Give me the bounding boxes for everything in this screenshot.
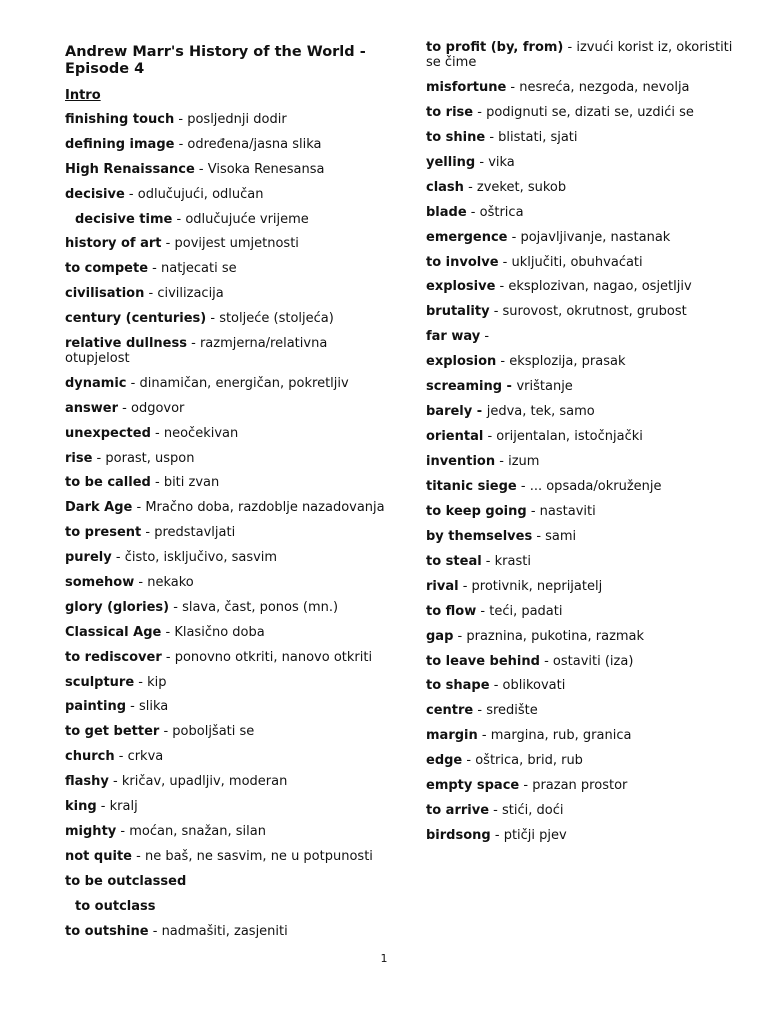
entry-separator: - xyxy=(489,304,503,320)
entry-definition: predstavljati xyxy=(154,525,236,541)
entry-separator: - xyxy=(516,478,530,494)
entry-term: oriental xyxy=(426,429,484,445)
entry-definition: ponovno otkriti, nanovo otkriti xyxy=(174,649,373,665)
entry-separator: - xyxy=(186,336,200,352)
entry-term: explosion xyxy=(426,354,497,370)
vocabulary-entry xyxy=(426,554,746,569)
entry-term: Dark Age xyxy=(65,500,133,516)
vocabulary-entry xyxy=(426,604,746,619)
entry-term: to rise xyxy=(426,104,474,120)
vocabulary-entry xyxy=(426,205,746,220)
vocabulary-entry xyxy=(65,187,395,202)
entry-separator: - xyxy=(159,724,173,740)
entry-term: explosive xyxy=(426,279,496,295)
entry-separator: - xyxy=(150,475,164,491)
entry-separator: - xyxy=(475,154,489,170)
entry-definition: kralj xyxy=(109,799,138,815)
vocabulary-entry xyxy=(65,774,395,789)
entry-definition: neočekivan xyxy=(163,425,239,441)
entry-definition: jedva, tek, samo xyxy=(486,404,595,420)
entry-separator: - xyxy=(144,286,158,302)
entry-separator: - xyxy=(131,848,145,864)
entry-definition: oštrica, brid, rub xyxy=(475,753,583,769)
entry-term: gap xyxy=(426,628,454,644)
entry-term: to profit (by, from) xyxy=(426,40,564,55)
entry-definition: krasti xyxy=(494,553,531,569)
vocabulary-entry xyxy=(426,80,746,95)
entry-term: answer xyxy=(65,400,119,416)
vocabulary-entry xyxy=(65,699,395,714)
entry-term: margin xyxy=(426,728,478,744)
entry-definition: nekako xyxy=(147,575,194,591)
entry-separator: - xyxy=(526,503,540,519)
entry-separator: - xyxy=(563,40,577,55)
entry-definition: nesreća, nezgoda, nevolja xyxy=(519,79,690,95)
entry-separator: - xyxy=(495,454,509,469)
vocabulary-entry xyxy=(65,924,395,939)
vocabulary-entry xyxy=(65,899,395,914)
document-title xyxy=(65,44,395,78)
entry-term: decisive time xyxy=(75,211,173,227)
entry-separator: - xyxy=(96,799,110,815)
vocabulary-entry xyxy=(65,426,395,441)
entry-term: flashy xyxy=(65,774,109,790)
entry-term: finishing touch xyxy=(65,112,175,127)
entry-definition: vika xyxy=(488,154,515,170)
vocabulary-entry xyxy=(65,600,395,615)
entry-term: defining image xyxy=(65,136,175,152)
entry-term: to shine xyxy=(426,129,486,145)
entry-separator: - xyxy=(490,828,504,844)
entry-separator: - xyxy=(116,823,130,839)
entry-definition: Visoka Renesansa xyxy=(207,161,325,177)
entry-term: dynamic xyxy=(65,375,127,391)
entry-separator: - xyxy=(114,749,128,765)
entry-term: High Renaissance xyxy=(65,161,195,177)
entry-term: screaming xyxy=(426,379,503,395)
entry-term: to get better xyxy=(65,724,160,740)
vocabulary-entry xyxy=(65,849,395,864)
entry-definition: ostaviti (iza) xyxy=(552,653,634,669)
entry-separator: - xyxy=(169,599,183,615)
vocabulary-entry xyxy=(426,728,746,743)
entry-separator: - xyxy=(458,578,472,594)
vocabulary-entry xyxy=(426,279,746,294)
entry-term: emergence xyxy=(426,229,508,245)
entry-separator: - xyxy=(134,674,148,690)
vocabulary-entry xyxy=(65,336,395,366)
entry-term: somehow xyxy=(65,575,135,591)
entry-term: to outclass xyxy=(75,898,156,914)
entry-definition: izvući korist iz, okoristiti se čime xyxy=(426,40,733,70)
vocabulary-entry xyxy=(65,874,395,889)
entry-term: church xyxy=(65,749,115,765)
vocabulary-entry xyxy=(65,500,395,515)
entry-separator: - xyxy=(150,425,164,441)
entry-definition: eksplozija, prasak xyxy=(509,354,626,370)
title-line-2: Episode 4 xyxy=(65,61,145,77)
vocabulary-entry xyxy=(65,550,395,565)
entry-term: titanic siege xyxy=(426,478,517,494)
vocabulary-entry xyxy=(65,451,395,466)
entry-separator: - xyxy=(473,703,487,719)
entry-definition: slika xyxy=(139,699,169,715)
entry-definition: prazan prostor xyxy=(532,778,628,794)
entry-separator: - xyxy=(124,186,138,202)
entry-term: to leave behind xyxy=(426,653,540,669)
entry-separator: - xyxy=(126,375,140,391)
entry-definition: razmjerna/relativna otupjelost xyxy=(65,336,328,367)
entry-definition: orijentalan, istočnjački xyxy=(496,429,643,445)
entry-term: by themselves xyxy=(426,528,533,544)
entry-separator: - xyxy=(134,575,148,591)
entry-term: yelling xyxy=(426,154,476,170)
entry-definition: ne baš, ne sasvim, ne u potpunosti xyxy=(144,848,373,864)
entry-separator: - xyxy=(172,211,186,227)
entry-separator: - xyxy=(118,400,131,416)
entry-definition: dinamičan, energičan, pokretljiv xyxy=(139,375,349,391)
entry-separator: - xyxy=(463,179,477,195)
entry-separator: - xyxy=(502,379,517,395)
entry-definition: moćan, snažan, silan xyxy=(129,823,266,839)
entry-definition: vrištanje xyxy=(516,379,573,395)
vocabulary-list-left xyxy=(65,112,395,939)
entry-definition: stoljeće (stoljeća) xyxy=(219,311,334,327)
entry-separator: - xyxy=(489,803,502,819)
vocabulary-entry xyxy=(65,799,395,814)
entry-definition: oštrica xyxy=(479,204,524,220)
vocabulary-entry xyxy=(426,329,746,344)
entry-separator: - xyxy=(485,129,499,145)
vocabulary-entry xyxy=(426,479,746,494)
entry-term: to involve xyxy=(426,254,499,270)
entry-separator: - xyxy=(480,329,490,345)
right-column xyxy=(426,40,746,853)
vocabulary-entry xyxy=(426,155,746,170)
entry-separator: - xyxy=(148,261,161,277)
vocabulary-entry xyxy=(426,529,746,544)
vocabulary-entry xyxy=(426,404,746,419)
vocabulary-entry xyxy=(65,311,395,326)
entry-separator: - xyxy=(108,774,122,790)
entry-separator: - xyxy=(206,311,220,327)
entry-term: birdsong xyxy=(426,828,491,844)
entry-term: brutality xyxy=(426,304,490,320)
entry-definition: poboljšati se xyxy=(172,724,255,740)
entry-separator: - xyxy=(174,112,188,127)
entry-term: invention xyxy=(426,454,496,469)
vocabulary-entry xyxy=(426,504,746,519)
vocabulary-entry xyxy=(426,753,746,768)
entry-definition: ... opsada/okruženje xyxy=(529,478,662,494)
entry-definition: izum xyxy=(508,454,540,469)
vocabulary-entry xyxy=(426,454,746,469)
entry-separator: - xyxy=(126,699,139,715)
entry-definition: Mračno doba, razdoblje nazadovanja xyxy=(145,500,385,516)
entry-term: painting xyxy=(65,699,127,715)
vocabulary-entry xyxy=(65,650,395,665)
vocabulary-entry xyxy=(65,475,395,490)
title-line-1: Andrew Marr's History of the World - xyxy=(65,44,366,60)
entry-term: purely xyxy=(65,550,112,566)
entry-term: history of art xyxy=(65,236,162,252)
entry-term: to flow xyxy=(426,603,477,619)
entry-separator: - xyxy=(132,500,146,516)
entry-term: to keep going xyxy=(426,503,527,519)
entry-definition: nadmašiti, zasjeniti xyxy=(161,923,288,939)
entry-separator: - xyxy=(532,528,546,544)
entry-term: civilisation xyxy=(65,286,145,302)
entry-definition: teći, padati xyxy=(489,603,563,619)
vocabulary-entry xyxy=(426,579,746,594)
entry-separator: - xyxy=(161,236,175,252)
vocabulary-entry xyxy=(65,112,395,127)
entry-definition: pojavljivanje, nastanak xyxy=(520,229,671,245)
entry-term: to outshine xyxy=(65,923,149,939)
vocabulary-entry xyxy=(65,286,395,301)
vocabulary-entry xyxy=(65,724,395,739)
entry-definition: Klasično doba xyxy=(174,624,265,640)
vocabulary-entry xyxy=(426,654,746,669)
entry-definition: crkva xyxy=(127,749,164,765)
entry-term: to be outclassed xyxy=(65,873,187,889)
vocabulary-entry xyxy=(65,401,395,416)
entry-definition: stići, doći xyxy=(501,803,564,819)
entry-separator: - xyxy=(477,728,491,744)
entry-definition: civilizacija xyxy=(157,286,224,302)
entry-separator: - xyxy=(498,254,512,270)
entry-definition: eksplozivan, nagao, osjetljiv xyxy=(508,279,692,295)
entry-term: to steal xyxy=(426,553,482,569)
entry-term: far way xyxy=(426,329,481,345)
entry-separator: - xyxy=(161,624,175,640)
vocabulary-entry xyxy=(65,749,395,764)
entry-separator: - xyxy=(453,628,467,644)
entry-term: to be called xyxy=(65,475,151,491)
entry-term: glory (glories) xyxy=(65,599,170,615)
entry-separator: - xyxy=(483,429,497,445)
entry-separator: - xyxy=(489,678,503,694)
vocabulary-entry xyxy=(426,255,746,270)
entry-term: relative dullness xyxy=(65,336,187,352)
entry-definition: kričav, upadljiv, moderan xyxy=(121,774,288,790)
vocabulary-entry xyxy=(426,180,746,195)
entry-term: to present xyxy=(65,525,142,541)
vocabulary-entry xyxy=(426,629,746,644)
entry-term: barely xyxy=(426,404,473,420)
vocabulary-entry xyxy=(426,40,746,70)
entry-term: not quite xyxy=(65,848,132,864)
vocabulary-entry xyxy=(65,137,395,152)
entry-term: Classical Age xyxy=(65,624,162,640)
vocabulary-entry xyxy=(426,429,746,444)
entry-term: to compete xyxy=(65,261,149,277)
entry-separator: - xyxy=(174,136,188,152)
entry-separator: - xyxy=(476,603,490,619)
entry-definition: posljednji dodir xyxy=(187,112,287,127)
vocabulary-entry xyxy=(65,824,395,839)
entry-definition: protivnik, neprijatelj xyxy=(471,578,603,594)
entry-definition: čisto, isključivo, sasvim xyxy=(124,550,278,566)
entry-separator: - xyxy=(161,649,175,665)
entry-definition: odlučujući, odlučan xyxy=(137,186,264,202)
entry-definition: povijest umjetnosti xyxy=(174,236,299,252)
vocabulary-entry xyxy=(426,828,746,843)
entry-separator: - xyxy=(507,229,521,245)
vocabulary-entry xyxy=(426,354,746,369)
entry-definition: surovost, okrutnost, grubost xyxy=(502,304,687,320)
vocabulary-list-right xyxy=(426,40,746,843)
entry-term: centre xyxy=(426,703,474,719)
entry-separator: - xyxy=(148,923,162,939)
entry-definition: blistati, sjati xyxy=(498,129,578,145)
entry-definition: margina, rub, granica xyxy=(490,728,632,744)
entry-definition: porast, uspon xyxy=(105,450,195,466)
vocabulary-entry xyxy=(65,236,395,251)
vocabulary-entry xyxy=(426,304,746,319)
entry-term: mighty xyxy=(65,823,117,839)
page-number: 1 xyxy=(380,952,388,965)
vocabulary-entry xyxy=(65,212,395,227)
entry-definition: ptičji pjev xyxy=(503,828,567,844)
section-heading: Intro xyxy=(65,88,101,103)
entry-definition: kip xyxy=(147,674,167,690)
entry-definition: biti zvan xyxy=(163,475,220,491)
entry-term: king xyxy=(65,799,97,815)
vocabulary-entry xyxy=(426,678,746,693)
entry-definition: odgovor xyxy=(130,400,185,416)
entry-term: misfortune xyxy=(426,79,507,95)
entry-definition: slava, čast, ponos (mn.) xyxy=(182,599,339,615)
entry-separator: - xyxy=(111,550,125,566)
entry-definition: zveket, sukob xyxy=(476,179,567,195)
entry-term: decisive xyxy=(65,186,125,202)
vocabulary-entry xyxy=(65,675,395,690)
vocabulary-entry xyxy=(65,261,395,276)
entry-separator: - xyxy=(472,404,487,420)
entry-separator: - xyxy=(506,79,520,95)
entry-term: century (centuries) xyxy=(65,311,207,327)
entry-separator: - xyxy=(539,653,553,669)
vocabulary-entry xyxy=(426,130,746,145)
entry-term: clash xyxy=(426,179,464,195)
vocabulary-entry xyxy=(65,162,395,177)
vocabulary-entry xyxy=(65,525,395,540)
entry-definition: nastaviti xyxy=(539,503,596,519)
entry-separator: - xyxy=(481,553,495,569)
entry-definition: uključiti, obuhvaćati xyxy=(511,254,643,270)
entry-term: unexpected xyxy=(65,425,151,441)
entry-separator: - xyxy=(462,753,476,769)
entry-term: to shape xyxy=(426,678,490,694)
entry-separator: - xyxy=(141,525,155,541)
entry-definition: oblikovati xyxy=(502,678,566,694)
entry-definition: određena/jasna slika xyxy=(187,136,322,152)
vocabulary-entry xyxy=(426,803,746,818)
entry-term: to arrive xyxy=(426,803,490,819)
entry-definition: natjecati se xyxy=(160,261,237,277)
entry-definition: sami xyxy=(545,528,577,544)
entry-separator: - xyxy=(495,279,509,295)
vocabulary-entry xyxy=(65,625,395,640)
entry-term: edge xyxy=(426,753,463,769)
vocabulary-entry xyxy=(426,379,746,394)
vocabulary-entry xyxy=(426,230,746,245)
left-column xyxy=(65,40,395,948)
vocabulary-entry xyxy=(65,376,395,391)
entry-separator: - xyxy=(194,161,208,177)
entry-term: blade xyxy=(426,204,467,220)
vocabulary-entry xyxy=(426,778,746,793)
entry-term: sculpture xyxy=(65,674,135,690)
entry-separator: - xyxy=(519,778,533,794)
entry-term: rival xyxy=(426,578,459,594)
vocabulary-entry xyxy=(426,703,746,718)
vocabulary-entry xyxy=(426,105,746,120)
vocabulary-entry xyxy=(65,575,395,590)
entry-term: rise xyxy=(65,450,93,466)
entry-separator: - xyxy=(466,204,480,220)
entry-definition: središte xyxy=(486,703,538,719)
entry-definition: odlučujuće vrijeme xyxy=(185,211,309,227)
entry-term: empty space xyxy=(426,778,520,794)
entry-definition: podignuti se, dizati se, uzdići se xyxy=(486,104,694,120)
entry-term: to rediscover xyxy=(65,649,162,665)
entry-separator: - xyxy=(473,104,487,120)
entry-definition: praznina, pukotina, razmak xyxy=(466,628,645,644)
entry-separator: - xyxy=(496,354,510,370)
entry-separator: - xyxy=(92,450,106,466)
